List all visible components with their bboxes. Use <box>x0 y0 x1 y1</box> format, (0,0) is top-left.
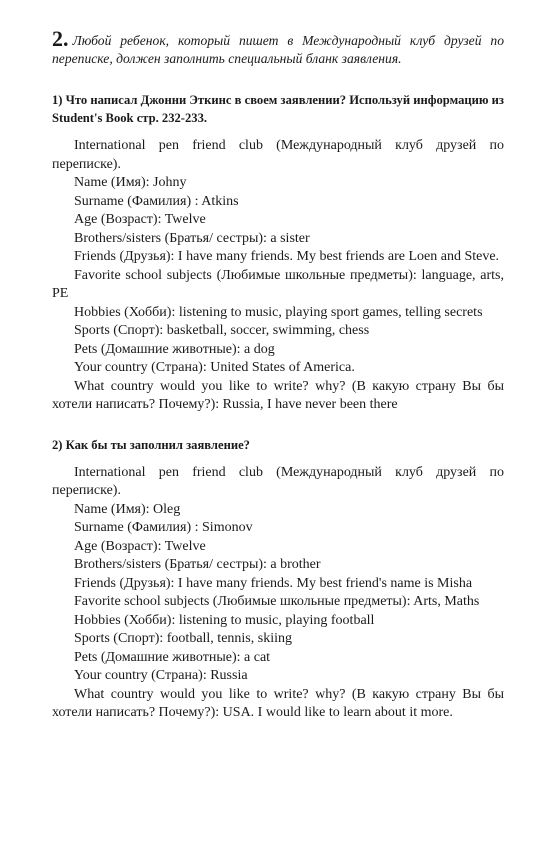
form-line: Name (Имя): Oleg <box>74 501 181 517</box>
form-line: Friends (Друзья): I have many friends. My best friends are Loen and Steve. <box>74 249 500 264</box>
form-line: Hobbies (Хобби): listening to music, playing football <box>74 612 375 628</box>
form-line: Brothers/sisters (Братья/ сестры): a brother <box>74 557 321 572</box>
form-line: What country would you like to write? why? (В какую страну Вы бы хотели написать? Почему?): USA. I would like to learn about it more. <box>52 686 504 720</box>
form-line: Hobbies (Хобби): listening to music, playing sport games, telling secrets <box>74 304 483 320</box>
question-2: 2) Как бы ты заполнил заявление? <box>52 437 250 452</box>
form-line: Sports (Спорт): football, tennis, skiing <box>74 631 292 646</box>
form-line: Name (Имя): Johny <box>74 175 187 190</box>
form-line: Pets (Домашние животные): a dog <box>74 341 275 357</box>
form-answer-2 <box>52 464 504 723</box>
form-line: Friends (Друзья): I have many friends. My best friend's name is Misha <box>74 575 473 591</box>
task-instruction <box>52 26 504 68</box>
form-line: Your country (Страна): United States of America. <box>74 360 355 375</box>
form-line: Age (Возраст): Twelve <box>74 538 206 554</box>
form-line: Your country (Страна): Russia <box>74 668 248 683</box>
form-line: What country would you like to write? why? (В какую страну Вы бы хотели написать? Почему?): Russia, I have never been there <box>52 378 504 412</box>
form-line: International pen friend club (Международный клуб друзей по переписке). <box>52 464 504 498</box>
question-1: 1) Что написал Джонни Эткинс в своем заявлении? Используй информацию из Student's Book стр. 232-233. <box>52 93 504 125</box>
textbook-page <box>52 26 504 723</box>
form-line: Pets (Домашние животные): a cat <box>74 649 271 665</box>
form-line: Surname (Фамилия) : Atkins <box>74 193 239 209</box>
form-answer-1 <box>52 137 504 415</box>
form-line: Sports (Спорт): basketball, soccer, swimming, chess <box>74 323 370 338</box>
task-text: Любой ребенок, который пишет в Международный клуб друзей по переписке, должен заполнить специальный бланк заявления. <box>52 33 504 66</box>
form-line: International pen friend club (Международный клуб друзей по переписке). <box>52 138 504 172</box>
form-line: Favorite school subjects (Любимые школьные предметы): Arts, Maths <box>74 594 480 609</box>
form-line: Age (Возраст): Twelve <box>74 212 206 227</box>
form-line: Favorite school subjects (Любимые школьные предметы): language, arts, PE <box>52 267 504 301</box>
form-line: Brothers/sisters (Братья/ сестры): a sister <box>74 230 310 246</box>
form-line: Surname (Фамилия) : Simonov <box>74 520 253 535</box>
task-number: 2. <box>52 26 69 51</box>
